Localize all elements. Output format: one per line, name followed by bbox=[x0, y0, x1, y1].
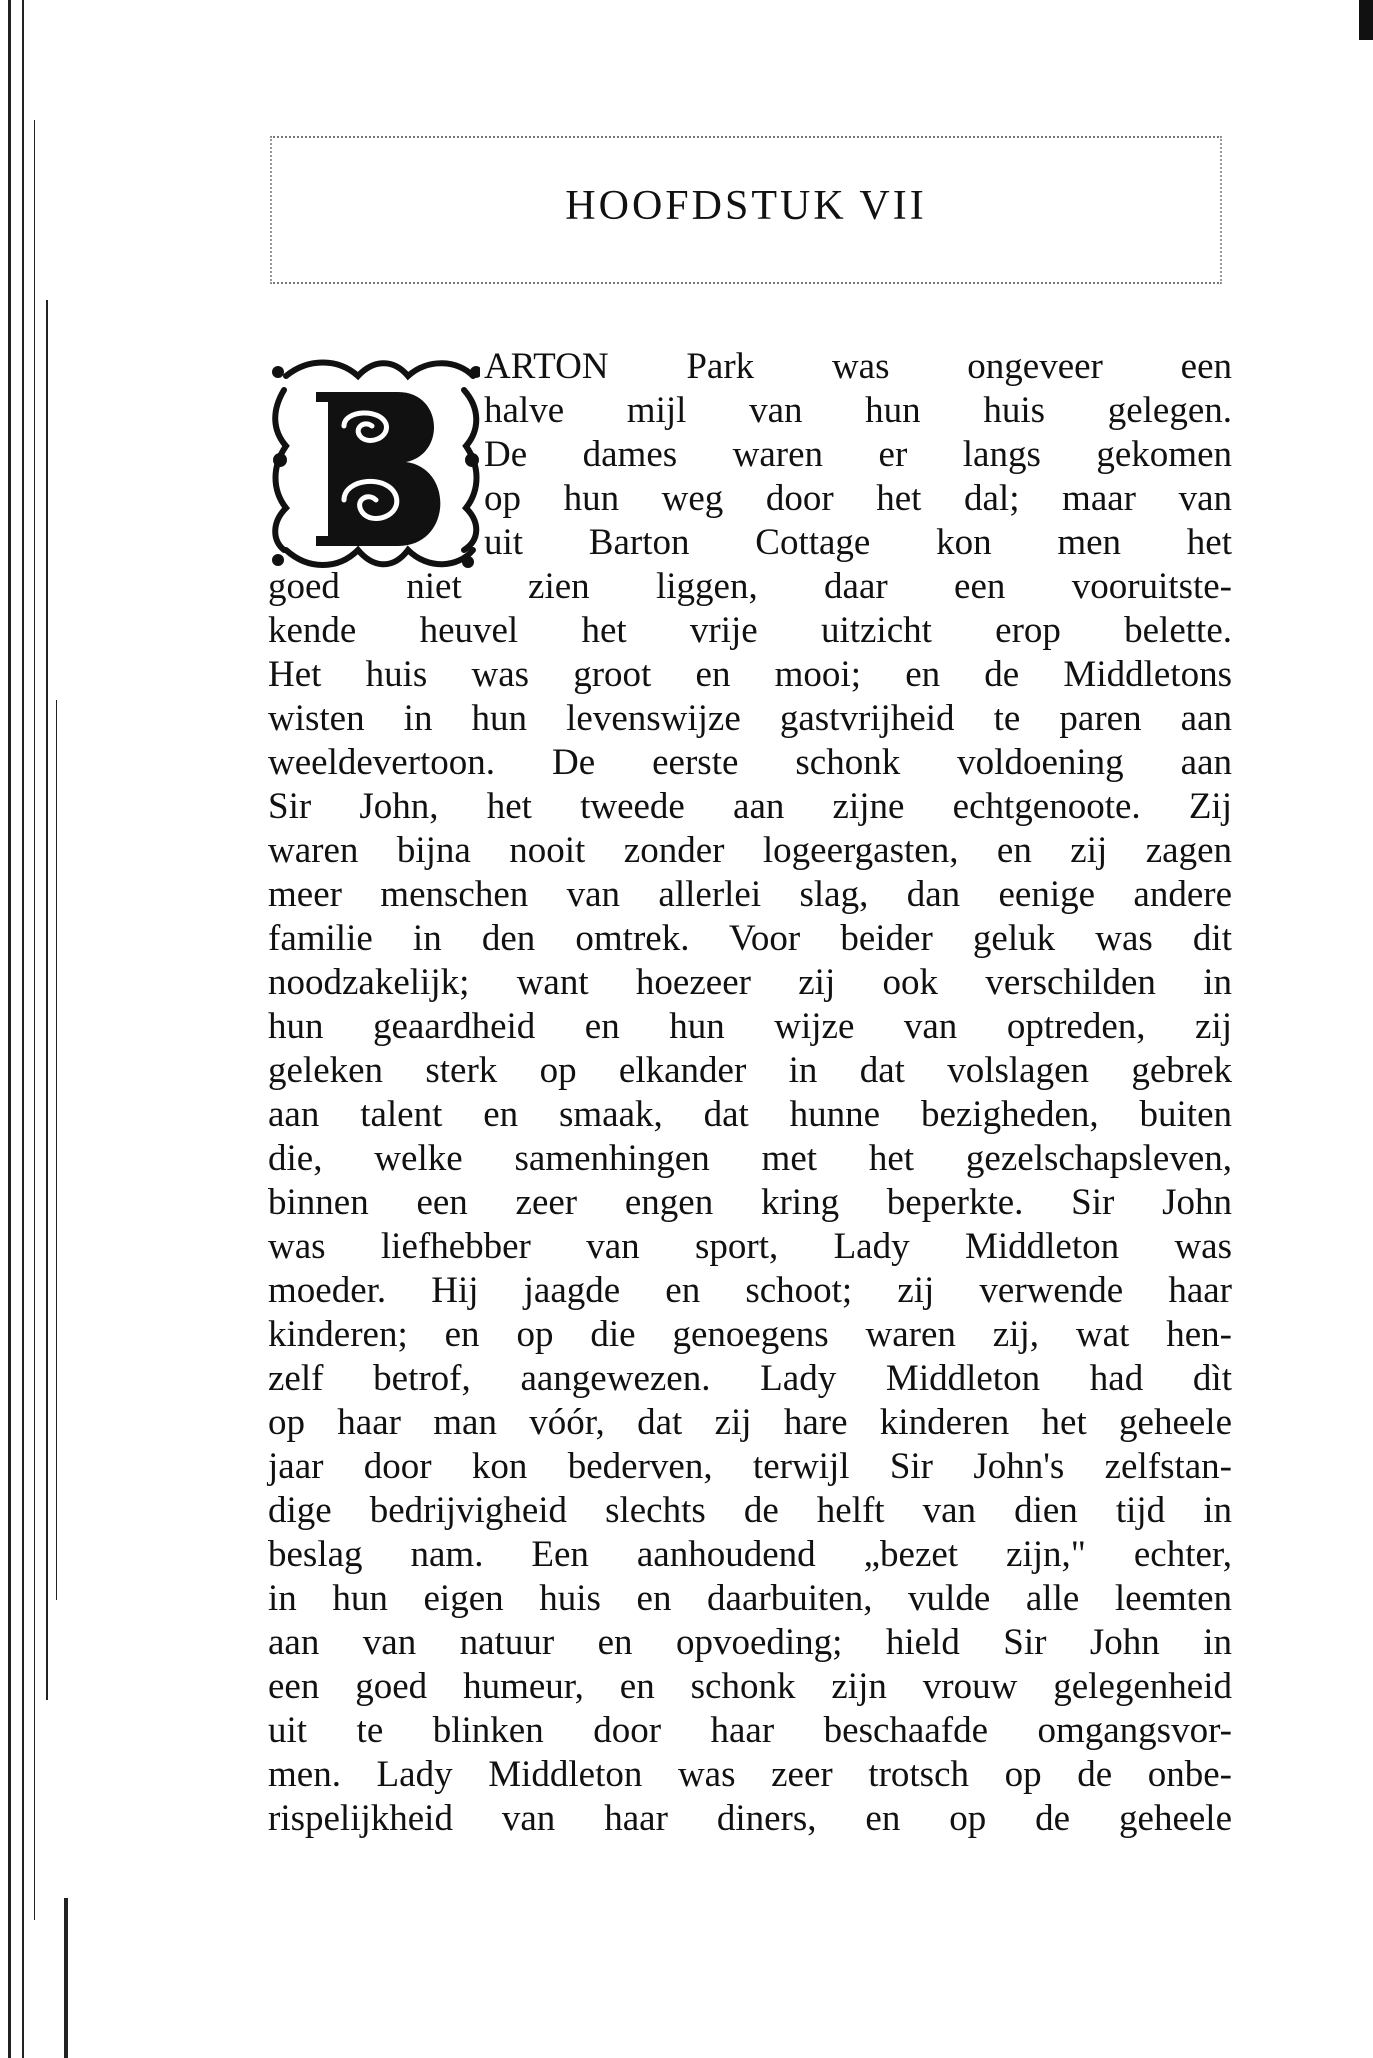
body-line: weeldevertoon. De eerste schonk voldoening aan bbox=[268, 742, 1232, 783]
gutter-line bbox=[22, 0, 24, 2058]
body-line: hun geaardheid en hun wijze van optreden, zij bbox=[268, 1006, 1232, 1047]
chapter-title: HOOFDSTUK VII bbox=[565, 183, 927, 229]
dropcap-letter: B bbox=[268, 350, 269, 351]
body-line: kende heuvel het vrije uitzicht erop belette. bbox=[268, 610, 1232, 651]
body-line: op haar man vóór, dat zij hare kinderen het geheele bbox=[268, 1402, 1232, 1443]
body-line: jaar door kon bederven, terwijl Sir John's zelfstan- bbox=[268, 1446, 1232, 1487]
body-line: dige bedrijvigheid slechts de helft van dien tijd in bbox=[268, 1490, 1232, 1531]
chapter-body bbox=[268, 345, 1232, 1841]
body-line: goed niet zien liggen, daar een vooruitste- bbox=[268, 566, 1232, 607]
gutter-line bbox=[56, 700, 57, 1600]
body-line: geleken sterk op elkander in dat volslagen gebrek bbox=[268, 1050, 1232, 1091]
binding-gutter bbox=[0, 0, 80, 2058]
body-line: waren bijna nooit zonder logeergasten, en zij zagen bbox=[268, 830, 1232, 871]
chapter-heading-box bbox=[270, 136, 1222, 284]
body-line: rispelijkheid van haar diners, en op de geheele bbox=[268, 1798, 1232, 1839]
body-line: familie in den omtrek. Voor beider geluk was dit bbox=[268, 918, 1232, 959]
body-line: binnen een zeer engen kring beperkte. Sir John bbox=[268, 1182, 1232, 1223]
body-line: zelf betrof, aangewezen. Lady Middleton had dìt bbox=[268, 1358, 1232, 1399]
body-line: uit te blinken door haar beschaafde omgangsvor- bbox=[268, 1710, 1232, 1751]
body-line: wisten in hun levenswijze gastvrijheid te paren aan bbox=[268, 698, 1232, 739]
page-edge-mark bbox=[1359, 0, 1373, 40]
body-line: in hun eigen huis en daarbuiten, vulde alle leemten bbox=[268, 1578, 1232, 1619]
body-line: noodzakelijk; want hoezeer zij ook verschilden in bbox=[268, 962, 1232, 1003]
body-line: men. Lady Middleton was zeer trotsch op de onbe- bbox=[268, 1754, 1232, 1795]
body-line: was liefhebber van sport, Lady Middleton was bbox=[268, 1226, 1232, 1267]
gutter-line bbox=[64, 1898, 68, 2058]
body-line: ARTON Park was ongeveer een bbox=[484, 346, 1232, 387]
body-line: op hun weg door het dal; maar van bbox=[484, 478, 1232, 519]
gutter-line bbox=[46, 300, 48, 1700]
body-line: Sir John, het tweede aan zijne echtgenoote. Zij bbox=[268, 786, 1232, 827]
body-line: De dames waren er langs gekomen bbox=[484, 434, 1232, 475]
body-line: beslag nam. Een aanhoudend „bezet zijn," echter, bbox=[268, 1534, 1232, 1575]
body-line: halve mijl van hun huis gelegen. bbox=[484, 390, 1232, 431]
body-line: moeder. Hij jaagde en schoot; zij verwende haar bbox=[268, 1270, 1232, 1311]
gutter-line bbox=[8, 0, 11, 2058]
body-line: een goed humeur, en schonk zijn vrouw gelegenheid bbox=[268, 1666, 1232, 1707]
body-line: aan van natuur en opvoeding; hield Sir John in bbox=[268, 1622, 1232, 1663]
body-line: die, welke samenhingen met het gezelschapsleven, bbox=[268, 1138, 1232, 1179]
body-line: kinderen; en op die genoegens waren zij, wat hen- bbox=[268, 1314, 1232, 1355]
body-line: Het huis was groot en mooi; en de Middletons bbox=[268, 654, 1232, 695]
body-line: uit Barton Cottage kon men het bbox=[484, 522, 1232, 563]
body-line: aan talent en smaak, dat hunne bezigheden, buiten bbox=[268, 1094, 1232, 1135]
gutter-line bbox=[34, 120, 35, 1920]
body-line: meer menschen van allerlei slag, dan eenige andere bbox=[268, 874, 1232, 915]
